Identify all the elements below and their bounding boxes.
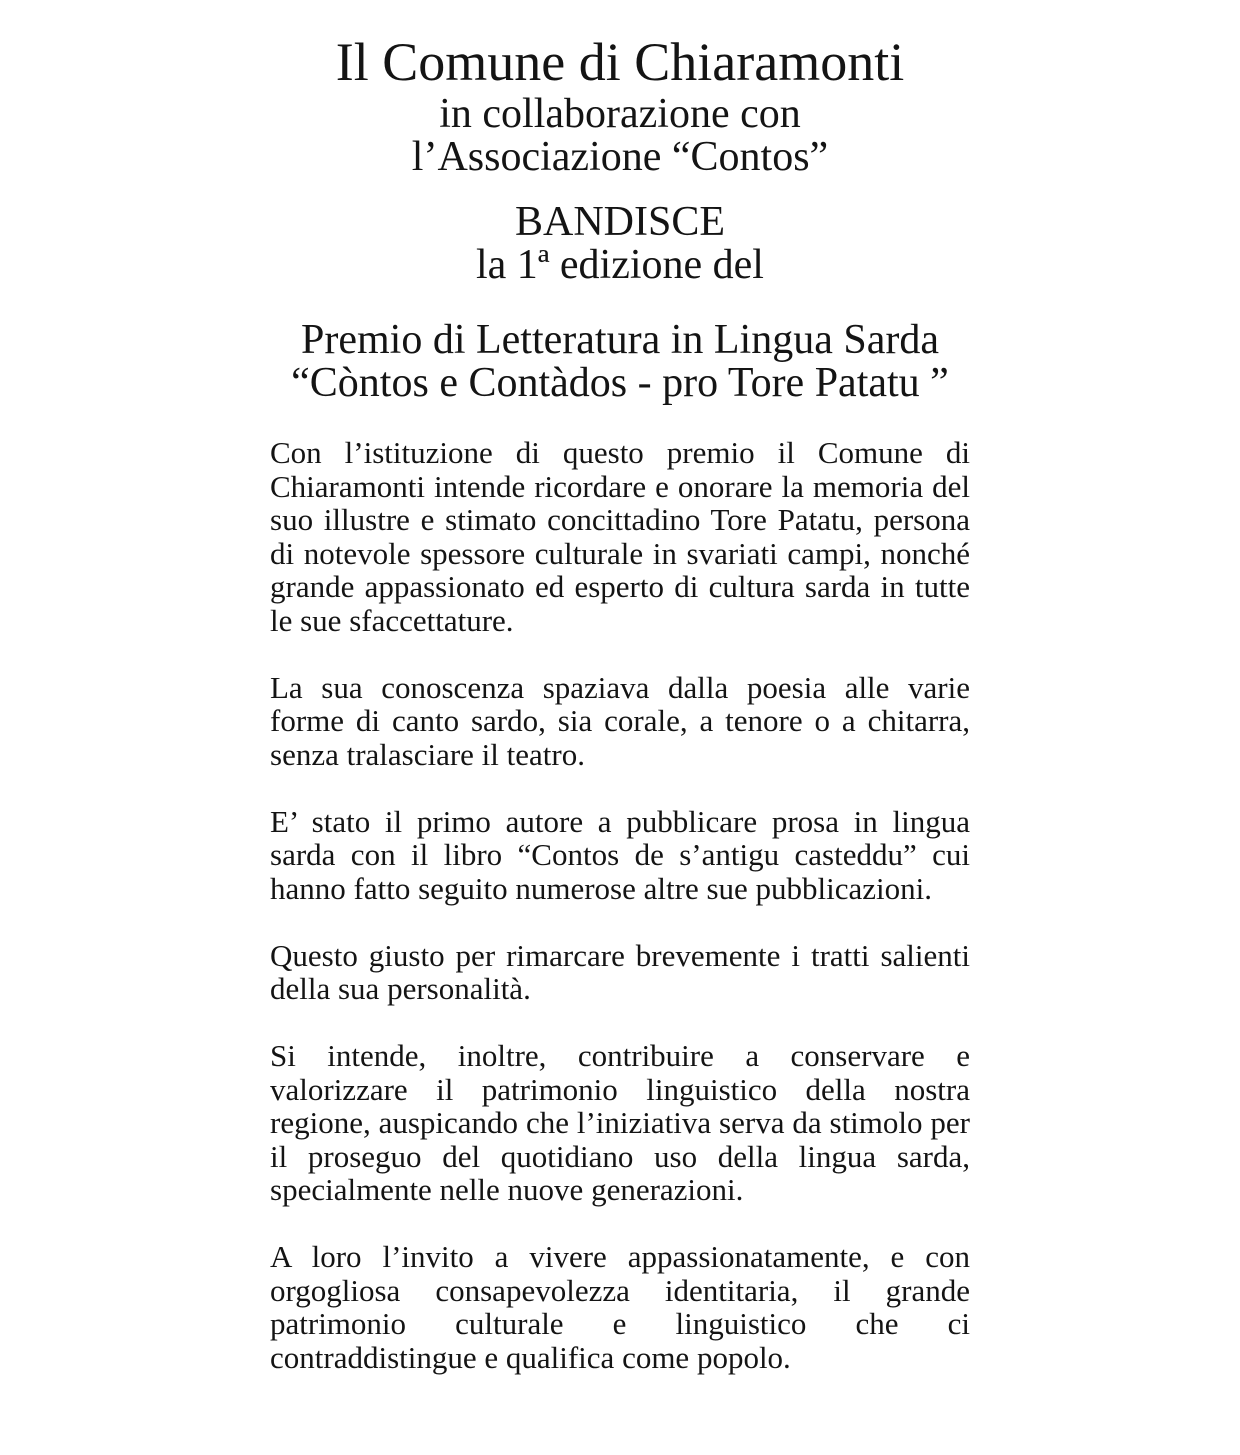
prize-title-block — [270, 319, 970, 405]
edition-heading: la 1ª edizione del — [476, 242, 764, 288]
body-paragraph: Con l’istituzione di questo premio il Comune di Chiaramonti intende ricordare e onorare la memoria del suo illustre e stimato concittadino Tore Patatu, persona di notevole spessore culturale in svariati campi, nonché grande appassionato ed esperto di cultura sarda in tutte le sue sfaccettature. — [270, 435, 970, 638]
prize-title-line-1: Premio di Letteratura in Lingua Sarda — [301, 317, 939, 363]
association-line: l’Associazione “Contos” — [411, 134, 829, 180]
body-paragraph: Si intende, inoltre, contribuire a conservare e valorizzare il patrimonio linguistico della nostra regione, auspicando che l’iniziativa serva da stimolo per il proseguo del quotidiano uso della lingua sarda, specialmente nelle nuove generazioni. — [270, 1038, 970, 1207]
body-paragraph: A loro l’invito a vivere appassionatamente, e con orgogliosa consapevolezza identitaria, il grande patrimonio culturale e linguistico che ci contraddistingue e qualifica come popolo. — [270, 1239, 970, 1375]
prize-title-line-2: “Còntos e Contàdos - pro Tore Patatu ” — [291, 360, 949, 406]
bandisce-heading: BANDISCE — [514, 199, 726, 245]
document-body — [270, 436, 970, 1374]
document-content — [270, 0, 970, 1374]
document-title: Il Comune di Chiaramonti — [335, 32, 905, 92]
announce-block — [270, 201, 970, 287]
body-paragraph: La sua conoscenza spaziava dalla poesia alle varie forme di canto sardo, sia corale, a tenore o a chitarra, senza tralasciare il teatro. — [270, 669, 970, 772]
collaboration-line: in collaborazione con — [439, 91, 801, 137]
body-paragraph: Questo giusto per rimarcare brevemente i tratti salienti della sua personalità. — [270, 937, 970, 1006]
body-paragraph: E’ stato il primo autore a pubblicare prosa in lingua sarda con il libro “Contos de s’antigu casteddu” cui hanno fatto seguito numerose altre sue pubblicazioni. — [270, 803, 970, 906]
